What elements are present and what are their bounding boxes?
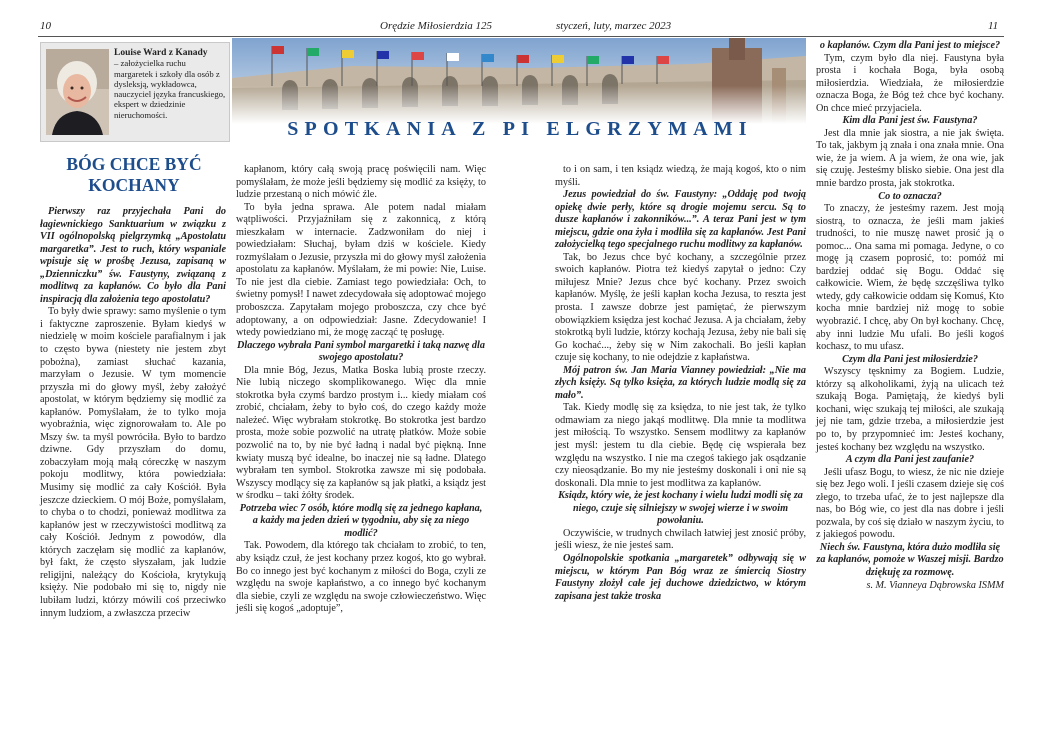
answer-paragraph: Jest dla mnie jak siostra, a nie jak święta. To tak, jakbym ją znała i ona znała mnie. Ona wie, że ja wiem. A ja wiem, że ona wie, jak się czuję. Jesteśmy blisko siebie. Ona jest dla mnie bardzo prosta, jak stokrotka. (816, 127, 1004, 190)
question-paragraph: Pierwszy raz przyjechała Pani do łagiewnickiego Sanktuarium w związku z VII ogólnopolską pielgrzymką „Apostolatu margaretka”. Jest to ruch, który wspaniale wpisuje się w prośbę Jezusa, zapisaną w „Dzienniczku” św. Faustyny, związaną z modlitwą za kapłanów. Co było dla Pani inspiracją dla założenia tego apostolatu? (40, 206, 226, 305)
header-rule (38, 36, 1004, 37)
text-column-2 (236, 164, 486, 616)
answer-paragraph: Tak. Powodem, dla którego tak chciałam to zrobić, to ten, aby ksiądz czuł, że jest kochany przez kogoś, kto go wybrał. Bo co innego jest być kochanym z miłości do Boga, czyli ze względu na swoje kapłaństwo, a co innego być kochanym dla siebie, czyli ze względu na swoje człowieczeństwo. Więc jeśli się kogoś „adoptuje”, (236, 540, 486, 615)
magazine-title: Orędzie Miłosierdzia 125 (380, 20, 493, 32)
profile-name: Louise Ward z Kanady (114, 48, 208, 58)
answer-paragraph: To były dwie sprawy: samo myślenie o tym i faktyczne zaproszenie. Byłam kiedyś w niedzielę w moim kościele parafialnym i jak to często bywa (niestety nie jestem zbyt pobożna), zamiast słuchać kazania, marzyłam o Jezusie. W tym momencie przyszła mi do głowy myśl, żeby założyć apostolat, w którym będziemy się modlić za kapłanów. Pomyślałam, że to tylko moja wyobraźnia, więc zignorowałam to. Ale po Mszy św. ta myśl powróciła. Było to bardzo dziwne. Gdy przyszłam do domu, zobaczyłam moją małą córeczkę w naszym pokoju modlitwy, która powiedziała: Musimy się modlić za cały Kościół. Była jeszcze dzieckiem. O mój Boże, pomyślałam, to chyba o to chodzi, ponieważ modlitwa za kapłanów jest w rzeczywistości modlitwą za cały Kościół. Jednym z powodów, dla których zaczęłam się modlić za kapłanów, był fakt, że często słyszałam, jak ludzie religijni, należący do Kościoła, krytykują księży. Nie podobało mi się to, nigdy nie lubiłam ludzi, którzy mówili coś przeciwko innym ludziom, a zwłaszcza przeciw (40, 306, 226, 619)
answer-paragraph: To znaczy, że jesteśmy razem. Jest moją siostrą, to oznacza, że jeśli mam jakieś trudności, to nie muszę nawet prosić ją o pomoc... Ona sama mi pomaga. Jedyne, o co mogę ją czasem poprosić, to: pomóż mi bardziej oddać się Bogu. Oddać się całkowicie. Wiem, że będę szczęśliwa tylko wtedy, gdy całkowicie oddam się Komuś, Kto kocha mnie bardziej niż mogę to sobie wyobrazić. I chcę, aby On był kochany. Chcę, aby inni ludzie Mu ufali. Bo jeśli kogoś kochasz, to mu ufasz. (816, 203, 1004, 353)
answer-paragraph: Dla mnie Bóg, Jezus, Matka Boska lubią proste rzeczy. Nie lubią niczego skomplikowanego. Więc dla mnie stokrotka była czymś bardzo prostym i... kiedy miałam coś zrobić, chciałam, żeby to było coś, do czego każdy może należeć. Więc wybrałam stokrotkę. Bo stokrotka jest bardzo prosta, może sobie pozwolić na utratę płatków. Może sobie pozwolić na to, by nie być ładną i nadal być piękną. Inne kwiaty muszą być idealne, bo inaczej nie są ładne. Dlatego wybrałam ten symbol. Stokrotka zawsze mi się podobała. Wszyscy modlący się za kapłanów są jak płatki, a ksiądz jest w środku – taki żółty środek. (236, 364, 486, 502)
question-paragraph: Co to oznacza? (878, 190, 942, 202)
page-number-right: 11 (988, 20, 999, 32)
answer-paragraph: Tak. Kiedy modlę się za księdza, to nie jest tak, że tylko odmawiam za niego jakąś modlitwę. Dla mnie ta modlitwa jest miłością. To wszystko. Sensem modlitwy za kapłanów jest myśl: jestem tu dla ciebie. Będę cię wspierała bez względu na wszystko. I nie ma czegoś takiego jak osądzanie czy nieosądzanie. Bo my nie jesteśmy doskonali i oni nie są doskonali. Dla mnie to jest modlitwa za kapłanów. (555, 402, 806, 489)
answer-paragraph: To była jedna sprawa. Ale potem nadal miałam wątpliwości. Przyjaźniłam się z zakonnicą, z którą mieszkałam w internacie. Zadzwoniłam do niej i powiedziałam: Słuchaj, byłam dziś w kościele. Kiedy rozmyślałam o Jezusie, przyszła mi do głowy myśl założenia apostolatu za kapłanów. Myślałam, że mi powie: Nie, Luise. To nie jest dla ciebie. Zamiast tego powiedziała: Och, to świetny pomysł! I nawet zdecydowała się adoptować mojego proboszcza. Zapytałam mojego proboszcza, czy chce być adoptowany, a on odpowiedział: Jasne. Zdecydowanie! I wtedy powiedziano mi, że mogę zacząć tę posługę. (236, 201, 486, 339)
answer-paragraph: Wszyscy tęsknimy za Bogiem. Ludzie, którzy są alkoholikami, żyją na ulicach też szukają Boga. Pamiętają, że kiedyś byli kochani, więc szukają tej miłości, ale szukają jej nie tam, gdzie trzeba, a miłosierdzie jest po to, by przypomnieć im: Jesteś kochany, jesteś kochany bez względu na wszystko. (816, 366, 1004, 453)
answer-paragraph: Jeśli ufasz Bogu, to wiesz, że nic nie dzieje się bez Jego woli. I jeśli czasem dzieje się coś złego, to trzeba ufać, że to jest najlepsze dla nas, bo Bóg wie, co jest dla nas dobre i jeśli pozwala, by coś się działo w naszym życiu, to z jakiegoś powodu. (816, 466, 1004, 541)
question-paragraph: Jezus powiedział do św. Faustyny: „Oddaję pod twoją opiekę dwie perły, które są drogie mojemu sercu. Są to dusze kapłanów i zakonników...”. A teraz Pani jest w tym miejscu, gdzie ona żyła i modliła się za kapłanów. Jest Pani założycielką tego specjalnego ruchu modlitwy za kapłanów. (555, 189, 806, 251)
question-paragraph: o kapłanów. Czym dla Pani jest to miejsce? (819, 40, 1001, 51)
answer-paragraph: to i on sam, i ten ksiądz wiedzą, że mają kogoś, kto o nim myśli. (555, 164, 806, 188)
question-paragraph: Niech św. Faustyna, która dużo modliła się za kapłanów, pomoże w Waszej misji. Bardzo dziękuję za rozmowę. (816, 541, 1004, 578)
profile-box (40, 42, 230, 142)
profile-text (114, 47, 226, 120)
sanctuary-banner-image (232, 38, 806, 124)
text-column-4 (816, 40, 1004, 592)
article-headline: BÓG CHCE BYĆ KOCHANY (66, 154, 202, 195)
question-paragraph: Ogólnopolskie spotkania „margaretek” odbywają się w miejscu, w którym Pan Bóg wraz ze śmiercią Siostry Faustyny złożył całe jej duchowe dziedzictwo, w którym zapisana jest także troska (555, 552, 806, 602)
answer-paragraph: kapłanom, który całą swoją pracę poświęcili nam. Więc pomyślałam, że może jeśli będziemy się modlić za księży, to ludzie przestaną o nich mówić źle. (236, 164, 486, 201)
question-paragraph: Czym dla Pani jest miłosierdzie? (842, 353, 978, 365)
answer-paragraph: Oczywiście, w trudnych chwilach łatwiej jest znosić próby, jeśli wiesz, że nie jesteś sam. (555, 527, 806, 552)
issue-date: styczeń, luty, marzec 2023 (556, 20, 672, 32)
answer-paragraph: Tym, czym było dla niej. Faustyna była prosta i kochała Boga, była osobą miłosierdzia. Wiedziała, że miłosierdzie oznacza Boga, że Bóg też chce być kochany. On chce mieć przyjaciela. (816, 52, 1004, 114)
question-paragraph: Dlaczego wybrała Pani symbol margaretki i taką nazwę dla swojego apostolatu? (237, 339, 485, 364)
page-number-left: 10 (40, 20, 51, 32)
question-paragraph: Mój patron św. Jan Maria Vianney powiedział: „Nie ma złych księży. Są tylko księża, za których ludzie modlą się za mało”. (555, 364, 806, 401)
text-column-3 (555, 164, 806, 603)
profile-description: – założycielka ruchu margaretek i szkoły dla osób z dysleksją, wykładowca, nauczyciel języka francuskiego, ekspert w dziedzinie nieruchomości. (114, 58, 226, 120)
question-paragraph: Kim dla Pani jest św. Faustyna? (842, 115, 978, 127)
question-paragraph: Ksiądz, który wie, że jest kochany i wielu ludzi modli się za niego, czuje się silniejszy w swojej wierze i w swoim powołaniu. (558, 490, 803, 527)
author-signature: s. M. Vianneya Dąbrowska ISMM (866, 579, 1004, 591)
question-paragraph: A czym dla Pani jest zaufanie? (845, 454, 975, 466)
answer-paragraph: Tak, bo Jezus chce być kochany, a szczególnie przez swoich kapłanów. Piotra też kiedyś zapytał o jedno: Czy miłujesz Mnie? Jezus chce być kochany. Przez swoich kapłanów. Myślę, że jeśli kapłan kocha Jezusa, to reszta jest prosta. I zawsze dobrze jest pamiętać, że pierwszym obowiązkiem księdza jest kochać Jezusa. A ja chciałam, żeby stokrotką byli ludzie, którzy kochają Jezusa, żeby nie bali się Go kochać..., żeby się w Nim zakochali. Bo jeśli kapłan czuje się kochany, to nie odejdzie z kapłaństwa. (555, 251, 806, 364)
question-paragraph: Potrzeba wiec 7 osób, które modlą się za jednego kapłana, a każdy ma jeden dzień w tygodniu, aby się za niego modlić? (239, 502, 483, 539)
section-title: SPOTKANIA Z PI ELGRZYMAMI (287, 118, 753, 140)
portrait-photo (46, 49, 109, 135)
text-column-1 (40, 206, 226, 620)
